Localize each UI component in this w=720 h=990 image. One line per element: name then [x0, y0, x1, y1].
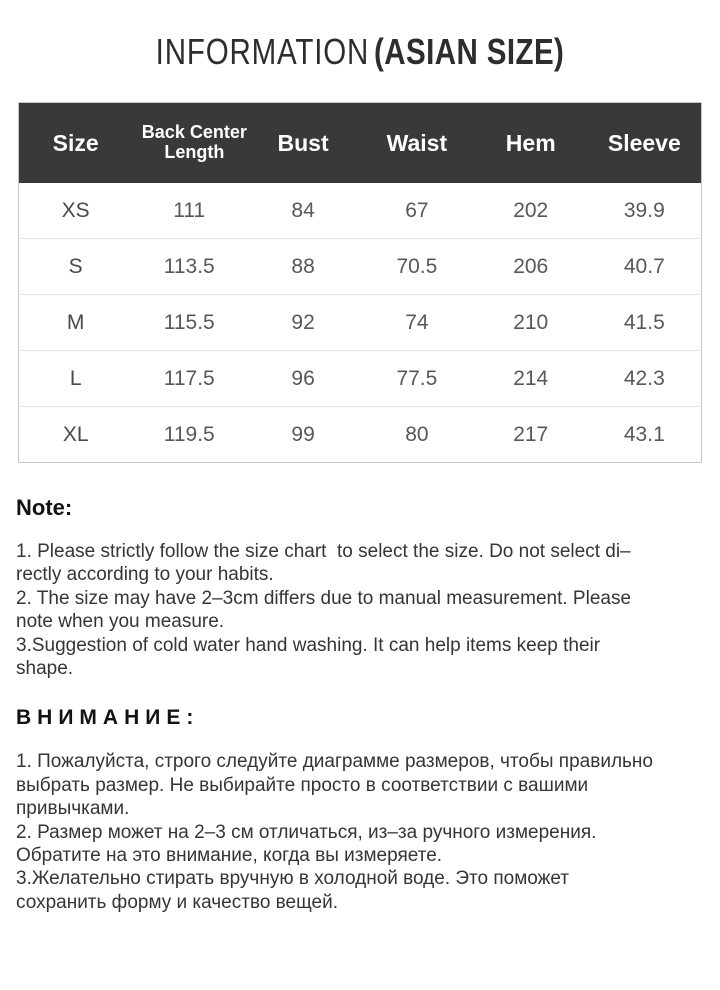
value-cell: 96	[246, 351, 360, 407]
header-label-bust: Bust	[277, 129, 329, 156]
value-cell: 42.3	[588, 351, 702, 407]
header-label-back-center-length: Back Center Length	[141, 121, 247, 163]
header-cell-waist	[360, 103, 474, 184]
page-title	[65, 30, 655, 74]
note-line: shape.	[16, 658, 74, 680]
header-cell-bust	[246, 103, 360, 184]
value-cell: 206	[474, 239, 588, 295]
value-cell: 39.9	[623, 198, 665, 222]
value-cell: 214	[474, 351, 588, 407]
value-cell: 92	[246, 295, 360, 351]
header-cell-sleeve	[588, 103, 702, 184]
note-line: rectly according to your habits.	[16, 564, 274, 586]
note-body	[16, 540, 706, 680]
value-cell: 70.5	[360, 239, 474, 295]
note-line: 1. Please strictly follow the size chart to select the size. Do not select di–	[16, 541, 631, 562]
table-row-xl	[19, 407, 702, 463]
header-cell-hem	[474, 103, 588, 184]
note-line: note when you measure.	[16, 611, 225, 633]
attention-line: привычками.	[16, 798, 130, 820]
table-row-s	[19, 239, 702, 295]
value-cell: 43.1	[588, 407, 702, 463]
value-cell: 217	[474, 407, 588, 463]
attention-line: 1. Пожалуйста, строго следуйте диаграмме размеров, чтобы правильно	[16, 751, 653, 773]
header-label-sleeve: Sleeve	[607, 129, 681, 156]
value-cell: 41.5	[588, 295, 702, 351]
page-title-light: INFORMATION	[155, 31, 370, 72]
size-cell: S	[19, 239, 133, 295]
header-cell-back-center-length	[132, 103, 246, 184]
attention-line: выбрать размер. Не выбирайте просто в соответствии с вашими	[16, 774, 589, 796]
size-cell: XS	[61, 198, 90, 222]
value-cell: 202	[513, 198, 549, 222]
value-cell: 77.5	[360, 351, 474, 407]
header-cell-size	[19, 103, 133, 184]
value-cell: 80	[360, 407, 474, 463]
value-cell: 113.5	[132, 239, 246, 295]
size-table	[18, 102, 702, 463]
table-row-l	[19, 351, 702, 407]
size-cell: L	[19, 351, 133, 407]
value-cell: 117.5	[132, 351, 246, 407]
attention-line: 2. Размер может на 2–3 см отличаться, из–за ручного измерения.	[16, 821, 597, 843]
table-row-m	[19, 295, 702, 351]
value-cell: 67	[405, 198, 429, 222]
value-cell: 40.7	[588, 239, 702, 295]
attention-line: Обратите на это внимание, когда вы измеряете.	[16, 845, 443, 867]
header-label-waist: Waist	[386, 129, 448, 156]
value-cell: 210	[474, 295, 588, 351]
note-line: 2. The size may have 2–3cm differs due to manual measurement. Please	[16, 587, 632, 609]
attention-body	[16, 750, 706, 914]
note-heading: Note:	[16, 495, 73, 520]
header-label-size: Size	[52, 129, 99, 156]
table-row-xs	[19, 183, 702, 239]
note-line: 3.Suggestion of cold water hand washing. It can help items keep their	[16, 634, 601, 656]
header-label-hem: Hem	[505, 129, 556, 156]
value-cell: 88	[246, 239, 360, 295]
size-cell: M	[19, 295, 133, 351]
attention-line: 3.Желательно стирать вручную в холодной воде. Это поможет	[16, 868, 570, 890]
size-cell: XL	[19, 407, 133, 463]
value-cell: 115.5	[132, 295, 246, 351]
value-cell: 74	[360, 295, 474, 351]
value-cell: 84	[291, 198, 315, 222]
value-cell: 119.5	[132, 407, 246, 463]
attention-heading: ВНИМАНИЕ:	[16, 706, 200, 730]
page-title-bold: (ASIAN SIZE)	[374, 31, 565, 72]
value-cell: 111	[173, 198, 206, 222]
attention-line: сохранить форму и качество вещей.	[16, 891, 338, 913]
table-header-row	[19, 103, 702, 184]
value-cell: 99	[246, 407, 360, 463]
